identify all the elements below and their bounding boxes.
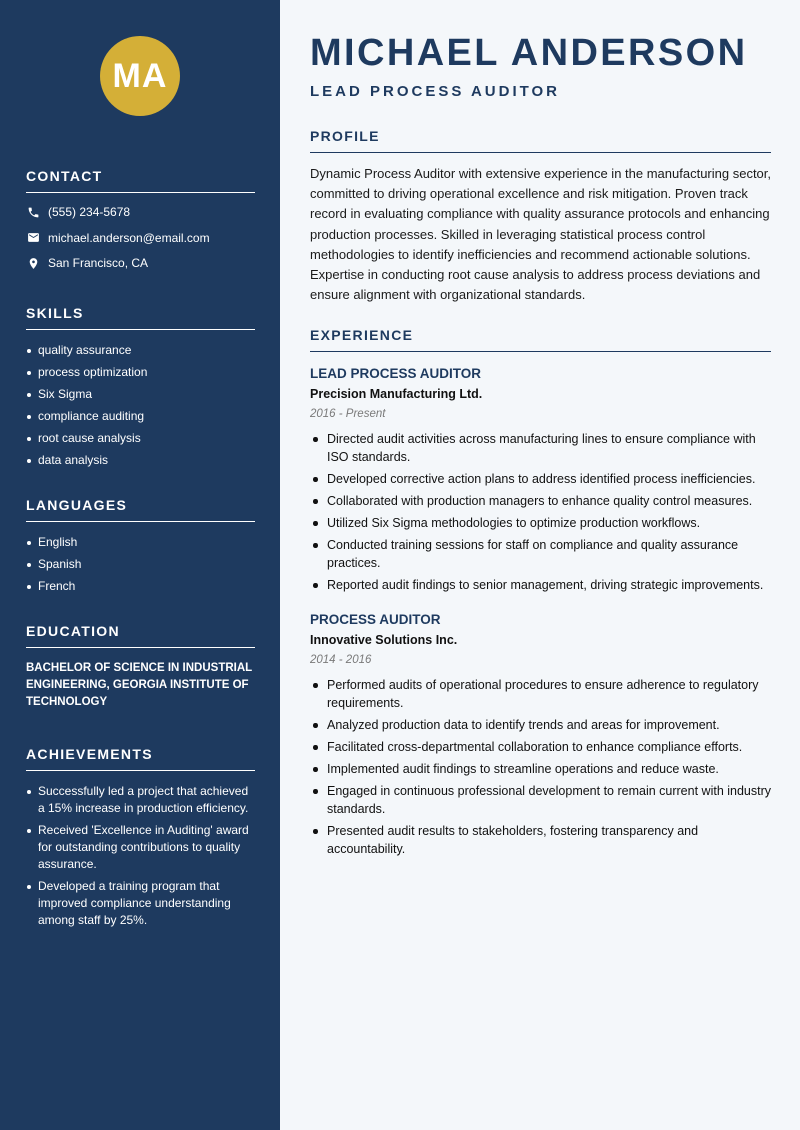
contact-phone-row	[26, 205, 255, 219]
job-bullet: Implemented audit findings to streamline operations and reduce waste.	[310, 760, 771, 778]
achievement-item: Successfully led a project that achieved a 15% increase in production efficiency.	[26, 783, 255, 817]
job-dates: 2014 - 2016	[310, 654, 372, 666]
location-text: San Francisco, CA	[48, 256, 149, 270]
job-bullet: Reported audit findings to senior management, driving strategic improvements.	[310, 576, 771, 594]
experience-section	[310, 327, 771, 862]
skill-item: Six Sigma	[26, 386, 255, 403]
job-bullets	[310, 676, 771, 858]
job-bullet: Analyzed production data to identify trends and areas for improvement.	[310, 716, 771, 734]
job-title: LEAD PROCESS AUDITOR	[310, 366, 482, 381]
skill-item: data analysis	[26, 452, 255, 469]
job-company: Innovative Solutions Inc.	[310, 633, 458, 647]
language-item: French	[26, 578, 255, 595]
job-bullet: Presented audit results to stakeholders, fostering transparency and accountability.	[310, 822, 771, 858]
skills-list	[26, 342, 255, 469]
languages-heading: LANGUAGES	[26, 497, 255, 522]
skill-item: quality assurance	[26, 342, 255, 359]
contact-email-row	[26, 231, 255, 245]
job-bullet: Utilized Six Sigma methodologies to optimize production workflows.	[310, 514, 771, 532]
languages-list	[26, 534, 255, 595]
contact-section	[26, 168, 255, 282]
candidate-name: MICHAEL ANDERSON	[310, 32, 748, 74]
experience-heading: EXPERIENCE	[310, 327, 771, 352]
sidebar	[0, 0, 280, 1130]
job-entry	[310, 366, 771, 594]
job-entry	[310, 612, 771, 858]
job-company: Precision Manufacturing Ltd.	[310, 387, 483, 401]
achievements-list	[26, 783, 255, 929]
phone-text: (555) 234-5678	[48, 205, 131, 219]
education-heading: EDUCATION	[26, 623, 255, 648]
job-title: PROCESS AUDITOR	[310, 612, 441, 627]
achievements-section	[26, 746, 255, 934]
email-icon	[26, 231, 40, 245]
phone-icon	[26, 205, 40, 219]
skills-heading: SKILLS	[26, 305, 255, 330]
job-bullet: Collaborated with production managers to enhance quality control measures.	[310, 492, 771, 510]
language-item: Spanish	[26, 556, 255, 573]
avatar: MA	[100, 36, 180, 116]
job-bullet: Developed corrective action plans to address identified process inefficiencies.	[310, 470, 771, 488]
profile-heading: PROFILE	[310, 128, 771, 153]
achievement-item: Developed a training program that improved compliance understanding among staff by 25%.	[26, 878, 255, 929]
language-item: English	[26, 534, 255, 551]
candidate-title: LEAD PROCESS AUDITOR	[310, 83, 561, 100]
skills-section	[26, 305, 255, 474]
job-bullet: Engaged in continuous professional development to remain current with industry standards.	[310, 782, 771, 818]
education-section	[26, 623, 255, 711]
achievements-heading: ACHIEVEMENTS	[26, 746, 255, 771]
profile-section	[310, 128, 771, 305]
job-bullets	[310, 430, 771, 594]
achievement-item: Received 'Excellence in Auditing' award for outstanding contributions to quality assurance.	[26, 822, 255, 873]
location-pin-icon	[26, 256, 40, 270]
skill-item: root cause analysis	[26, 430, 255, 447]
job-dates: 2016 - Present	[310, 408, 386, 420]
education-degree: BACHELOR OF SCIENCE IN INDUSTRIAL ENGINEERING, GEORGIA INSTITUTE OF TECHNOLOGY	[26, 662, 252, 708]
email-text: michael.anderson@email.com	[48, 230, 210, 245]
job-bullet: Facilitated cross-departmental collaboration to enhance compliance efforts.	[310, 738, 771, 756]
skill-item: compliance auditing	[26, 408, 255, 425]
contact-location-row	[26, 256, 255, 270]
profile-text: Dynamic Process Auditor with extensive experience in the manufacturing sector, committed to driving operational excellence and risk mitigation. Proven track record in evaluating compliance with quality assurance protocols and enhancing production processes. Skilled in leveraging statistical process control methodologies to identify inefficiencies and recommend actionable solutions. Expertise in conducting root cause analysis to address process deviations and ensure alignment with organizational standards.	[310, 166, 772, 303]
languages-section	[26, 497, 255, 600]
contact-heading: CONTACT	[26, 168, 255, 193]
job-bullet: Directed audit activities across manufacturing lines to ensure compliance with ISO standards.	[310, 430, 771, 466]
skill-item: process optimization	[26, 364, 255, 381]
job-bullet: Conducted training sessions for staff on compliance and quality assurance practices.	[310, 536, 771, 572]
job-bullet: Performed audits of operational procedures to ensure adherence to regulatory requirements.	[310, 676, 771, 712]
